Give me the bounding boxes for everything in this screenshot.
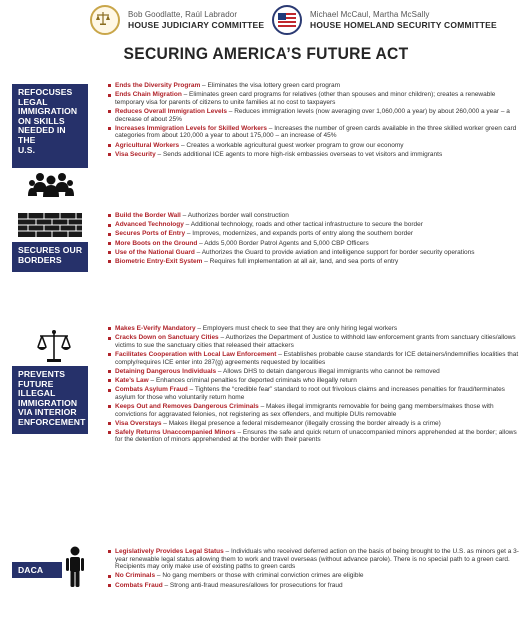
- homeland-chairs: Michael McCaul, Martha McSally: [310, 10, 430, 19]
- label-line: LEGAL: [18, 96, 48, 107]
- list-item: [108, 429, 522, 444]
- section-label-legal-immigration: [12, 84, 88, 168]
- list-item: [108, 142, 522, 150]
- item-text: – Enhances criminal penalties for deported criminals who illegally return: [148, 376, 357, 384]
- homeland-seal-icon: [272, 5, 302, 35]
- item-text: – Sends additional ICE agents to more high-risk embassies overseas to vet visitors and immigrants: [155, 150, 443, 158]
- item-heading: Legislatively Provides Legal Status: [115, 548, 224, 555]
- list-item: [108, 258, 522, 266]
- person-icon: [64, 546, 86, 588]
- item-heading: Visa Security: [115, 150, 156, 158]
- item-heading: Makes E-Verify Mandatory: [115, 325, 196, 332]
- item-text: – Eliminates green card programs for relatives (other than spouses and minor children); creates a renewable temporary visa for parents of citizens to unite families at no cost to taxpayers: [115, 91, 496, 106]
- list-item: [108, 82, 522, 90]
- item-text: – Allows DHS to detain dangerous illegal immigrants who cannot be removed: [216, 367, 440, 375]
- section-items-interior-enforcement: [108, 325, 522, 446]
- item-text: – Increases the number of green cards available in the three skilled worker green card categories from about 120,000 a year to about 175,000 – an increase of 45%: [115, 124, 517, 140]
- label-line: IMMIGRATION: [18, 106, 78, 117]
- list-item: [108, 386, 522, 401]
- item-heading: Ends the Diversity Program: [115, 82, 201, 89]
- item-heading: Keeps Out and Removes Dangerous Criminals: [115, 402, 259, 410]
- item-text: – Creates a workable agricultural guest worker program to grow our economy: [179, 141, 404, 149]
- brick-wall-icon: [18, 213, 82, 237]
- list-item: [108, 582, 522, 590]
- item-heading: Cracks Down on Sanctuary Cities: [115, 334, 219, 342]
- list-item: [108, 221, 522, 229]
- list-item: [108, 351, 522, 366]
- list-item: [108, 151, 522, 159]
- label-line: BORDERS: [18, 254, 62, 265]
- section-items-borders: [108, 212, 522, 267]
- scales-of-justice-icon: [36, 329, 72, 363]
- homeland-header: [272, 0, 497, 40]
- label-line: REFOCUSES: [18, 87, 73, 97]
- item-heading: Combats Asylum Fraud: [115, 386, 188, 394]
- list-item: [108, 403, 522, 418]
- item-text: – Makes illegal presence a federal misdemeanor (illegally crossing the border already is a crime): [161, 419, 441, 427]
- label-line: ENFORCEMENT: [18, 416, 86, 427]
- label-line: NEEDED IN THE: [18, 125, 66, 145]
- section-items-legal-immigration: [108, 82, 522, 160]
- label-line: FUTURE: [18, 378, 54, 389]
- item-heading: Detaining Dangerous Individuals: [115, 367, 217, 375]
- item-text: – Employers must check to see that they are only hiring legal workers: [195, 325, 398, 332]
- item-heading: Ends Chain Migration: [115, 91, 182, 99]
- item-text: – Authorizes the Guard to provide aviation and intelligence support for border security operations: [194, 248, 475, 256]
- label-line: U.S.: [18, 144, 36, 155]
- item-text: – Eliminates the visa lottery green card program: [200, 82, 341, 89]
- list-item: [108, 91, 522, 106]
- item-text: – Tightens the “credible fear” standard to root out frivolous claims and increases penalties for fraud/terminates asylum for those who voluntarily return home: [115, 386, 505, 401]
- list-item: [108, 572, 522, 580]
- list-item: [108, 249, 522, 257]
- item-heading: Agricultural Workers: [115, 141, 180, 149]
- label-line: SECURES OUR: [18, 245, 83, 255]
- item-heading: Biometric Entry-Exit System: [115, 257, 203, 265]
- label-line: PREVENTS: [18, 369, 66, 379]
- item-heading: Use of the National Guard: [115, 248, 195, 256]
- section-label-daca: [12, 562, 62, 578]
- list-item: [108, 230, 522, 238]
- list-item: [108, 420, 522, 428]
- item-text: – Establishes probable cause standards for ICE detainers/indemnifies localities that comply/requires ICE enter into 287(g) agreements requested by localities: [115, 350, 519, 366]
- list-item: [108, 334, 522, 349]
- judiciary-chairs: Bob Goodlatte, Raúl Labrador: [128, 10, 238, 19]
- label-line: ILLEGAL: [18, 388, 56, 399]
- label-line: VIA INTERIOR: [18, 407, 77, 418]
- item-heading: Facilitates Cooperation with Local Law Enforcement: [115, 350, 277, 358]
- item-text: – Makes illegal immigrants removable for being gang members/makes those with convictions for aggravated felonies, not registering as sex offenders, and multiple DUIs removable: [115, 402, 494, 418]
- item-heading: Advanced Technology: [115, 221, 184, 229]
- item-text: – Improves, modernizes, and expands ports of entry along the southern border: [185, 230, 414, 238]
- item-text: – Additional technology, roads and other tactical infrastructure to secure the border: [183, 221, 423, 229]
- list-item: [108, 212, 522, 220]
- label-line: IMMIGRATION: [18, 397, 78, 408]
- list-item: [108, 368, 522, 376]
- item-heading: Reduces Overall Immigration Levels: [115, 107, 227, 115]
- section-label-borders: [12, 242, 88, 272]
- item-text: – No gang members or those with criminal conviction crimes are eligible: [155, 572, 364, 580]
- item-heading: Build the Border Wall: [115, 212, 181, 219]
- item-heading: More Boots on the Ground: [115, 239, 198, 247]
- list-item: [108, 377, 522, 385]
- item-heading: Safely Returns Unaccompanied Minors: [115, 428, 236, 436]
- item-text: – Authorizes the Department of Justice to withhold law enforcement grants from sanctuary cities/allows victims to sue the sanctuary cities that released their attackers: [115, 334, 516, 349]
- judiciary-seal-icon: [90, 5, 120, 35]
- label-line: DACA: [18, 565, 44, 575]
- item-heading: Kate’s Law: [115, 376, 149, 384]
- list-item: [108, 240, 522, 248]
- label-line: ON SKILLS: [18, 115, 65, 126]
- people-group-icon: [28, 172, 74, 198]
- section-items-daca: [108, 548, 522, 591]
- item-heading: Increases Immigration Levels for Skilled Workers: [115, 124, 267, 132]
- list-item: [108, 325, 522, 333]
- item-text: – Requires full implementation at all air, land, and sea ports of entry: [202, 257, 399, 265]
- item-text: – Strong anti-fraud measures/allows for prosecutions for fraud: [162, 581, 343, 589]
- item-heading: Visa Overstays: [115, 419, 162, 427]
- item-heading: No Criminals: [115, 572, 156, 580]
- item-text: – Adds 5,000 Border Patrol Agents and 5,000 CBP Officers: [197, 239, 369, 247]
- item-heading: Secures Ports of Entry: [115, 230, 186, 238]
- list-item: [108, 108, 522, 123]
- list-item: [108, 548, 522, 571]
- item-text: – Authorizes border wall construction: [180, 212, 289, 219]
- judiciary-committee: HOUSE JUDICIARY COMMITTEE: [128, 20, 265, 30]
- homeland-committee: HOUSE HOMELAND SECURITY COMMITTEE: [310, 20, 497, 30]
- list-item: [108, 125, 522, 140]
- item-text: – Individuals who received deferred action on the basis of being brought to the U.S. as minors get a 3-year renewable legal status allowing them to work and travel overseas (without advance parole). There is no special path to a green card. Recipients may only make use of existing paths to green cards: [115, 548, 519, 571]
- judiciary-header: [90, 0, 264, 40]
- section-label-interior-enforcement: [12, 366, 88, 434]
- item-heading: Combats Fraud: [115, 581, 163, 589]
- page-title: SECURING AMERICA’S FUTURE ACT: [123, 44, 409, 63]
- item-text: – Ensures the safe and quick return of unaccompanied minors apprehended at the border; allows for the detention of minors apprehended at the border with their parents: [115, 428, 517, 444]
- item-text: – Reduces immigration levels (now averaging over 1,060,000 a year) by about 260,000 a year – a decrease of about 25%: [115, 107, 510, 123]
